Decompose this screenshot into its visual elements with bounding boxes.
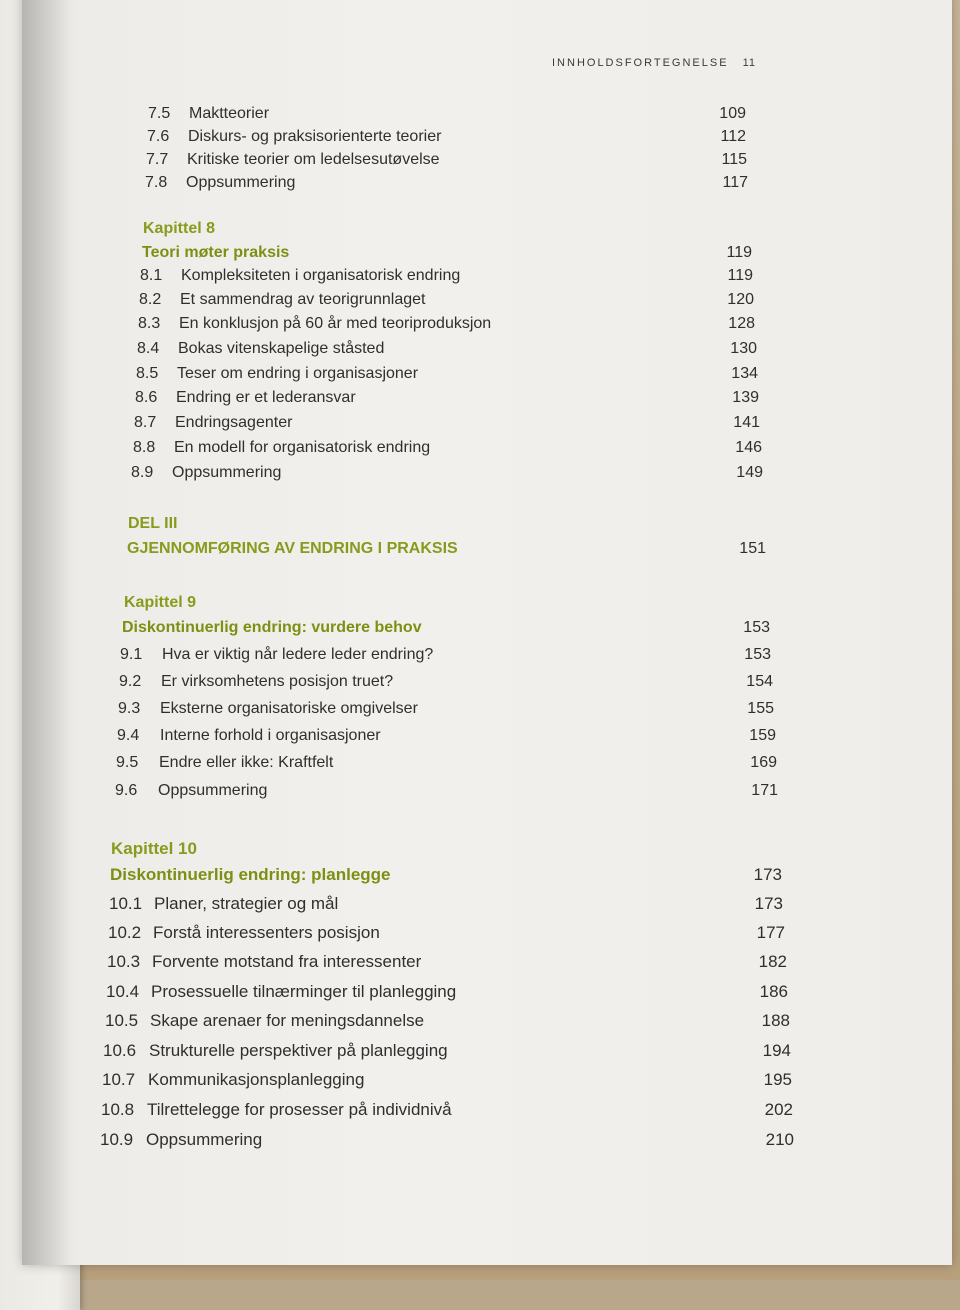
toc-entry [120, 643, 771, 667]
toc-entry-number: 9.3 [118, 700, 141, 717]
toc-entry-page: 141 [733, 414, 760, 431]
toc-entry-page: 128 [728, 315, 755, 332]
part-title [127, 537, 766, 561]
chapter-label: Kapittel 10 [111, 839, 197, 858]
toc-entry-page: 120 [727, 291, 754, 308]
toc-entry [137, 337, 757, 361]
toc-entry [109, 892, 783, 916]
toc-entry-page: 186 [759, 982, 788, 1001]
toc-entry-title: Et sammendrag av teorigrunnlaget [180, 291, 426, 308]
toc-entry-title: Oppsummering [158, 782, 268, 799]
toc-entry-page: 155 [747, 700, 774, 717]
chapter-title-text: Diskontinuerlig endring: vurdere behov [122, 619, 422, 636]
toc-entry-number: 8.4 [137, 340, 160, 357]
toc-entry-title: Forstå interessenters posisjon [153, 923, 380, 942]
toc-entry [117, 724, 776, 748]
toc-entry-page: 115 [721, 151, 747, 168]
toc-entry-number: 10.4 [106, 982, 140, 1001]
toc-entry-number: 8.1 [140, 267, 163, 284]
toc-entry-number: 8.3 [138, 315, 161, 332]
chapter-title-text: Teori møter praksis [142, 244, 290, 261]
part-title-text: GJENNOMFØRING AV ENDRING I PRAKSIS [127, 540, 458, 557]
toc-entry-number: 7.8 [145, 174, 168, 191]
toc-entry-title: Interne forhold i organisasjoner [160, 727, 381, 744]
toc-entry-page: 188 [761, 1011, 790, 1030]
toc-entry-number: 9.2 [119, 673, 142, 690]
toc-entry-title: Kritiske teorier om ledelsesutøvelse [187, 151, 440, 168]
toc-entry-number: 9.6 [115, 782, 138, 799]
toc-entry [108, 921, 785, 945]
toc-entry-number: 10.8 [101, 1100, 135, 1119]
toc-entry-title: Tilrettelegge for prosesser på individnivå [147, 1100, 452, 1119]
chapter-page: 119 [726, 244, 752, 261]
toc-entry-number: 8.6 [135, 389, 158, 406]
toc-entry [103, 1039, 791, 1063]
toc-entry [105, 1009, 790, 1033]
toc-entry-page: 194 [762, 1041, 791, 1060]
toc-entry-number: 8.5 [136, 365, 159, 382]
toc-entry [147, 125, 746, 149]
toc-entry-page: 149 [736, 464, 763, 481]
toc-entry [106, 980, 788, 1004]
toc-entry-title: Forvente motstand fra interessenter [152, 952, 422, 971]
chapter-title [122, 616, 770, 640]
toc-entry [145, 171, 748, 195]
toc-entry-title: Endringsagenter [175, 414, 293, 431]
header-title: INNHOLDSFORTEGNELSE [552, 57, 729, 69]
toc-entry-number: 9.5 [116, 754, 139, 771]
toc-entry-title: Eksterne organisatoriske omgivelser [160, 700, 418, 717]
toc-entry-title: Bokas vitenskapelige ståsted [178, 340, 385, 357]
toc-entry-title: Teser om endring i organisasjoner [177, 365, 419, 382]
chapter-title-text: Diskontinuerlig endring: planlegge [110, 865, 391, 884]
toc-entry-page: 182 [758, 952, 787, 971]
toc-entry-title: En modell for organisatorisk endring [174, 439, 431, 456]
toc-entry [107, 950, 787, 974]
toc-entry-page: 159 [749, 727, 776, 744]
toc-entry [138, 312, 755, 336]
gutter-shadow [22, 0, 72, 1265]
toc-entry-number: 10.2 [108, 923, 142, 942]
toc-entry-page: 153 [744, 646, 771, 663]
toc-entry-title: Kompleksiteten i organisatorisk endring [181, 267, 461, 284]
toc-entry-title: Er virksomhetens posisjon truet? [161, 673, 394, 690]
toc-entry [135, 386, 759, 410]
toc-entry-page: 109 [719, 105, 746, 122]
toc-entry-title: Prosessuelle tilnærminger til planlegging [151, 982, 457, 1001]
chapter-page: 153 [743, 619, 770, 636]
toc-entry-title: Oppsummering [172, 464, 282, 481]
toc-entry-page: 146 [735, 439, 762, 456]
toc-entry-title: En konklusjon på 60 år med teoriproduksjon [179, 315, 492, 332]
toc-entry-number: 9.4 [117, 727, 140, 744]
toc-entry-page: 119 [727, 267, 753, 284]
toc-entry-page: 202 [764, 1100, 793, 1119]
toc-entry-number: 7.5 [148, 105, 171, 122]
toc-entry-title: Diskurs- og praksisorienterte teorier [188, 128, 442, 145]
toc-entry [119, 670, 773, 694]
chapter-label: Kapittel 9 [124, 594, 197, 611]
toc-entry-page: 117 [722, 174, 748, 191]
toc-entry-page: 169 [750, 754, 777, 771]
toc-entry-title: Strukturelle perspektiver på planlegging [149, 1041, 448, 1060]
toc-entry-page: 173 [754, 894, 783, 913]
toc-entry [133, 436, 762, 460]
toc-entry-page: 171 [751, 782, 778, 799]
toc-entry [100, 1128, 794, 1152]
toc-entry-number: 8.7 [134, 414, 157, 431]
toc-entry-title: Hva er viktig når ledere leder endring? [162, 646, 434, 663]
toc-entry-number: 10.5 [105, 1011, 139, 1030]
toc-entry-title: Planer, strategier og mål [154, 894, 339, 913]
part-page: 151 [739, 540, 766, 557]
header-page-number: 11 [742, 57, 756, 69]
toc-entry-title: Endre eller ikke: Kraftfelt [159, 754, 334, 771]
toc-entry-number: 7.6 [147, 128, 170, 145]
toc-entry [118, 697, 774, 721]
toc-entry-page: 130 [730, 340, 757, 357]
toc-entry-number: 10.7 [102, 1070, 136, 1089]
toc-entry-number: 10.3 [107, 952, 141, 971]
toc-entry-number: 10.1 [109, 894, 143, 913]
toc-entry [140, 264, 753, 288]
toc-entry-page: 139 [732, 389, 759, 406]
chapter-label: Kapittel 8 [143, 220, 216, 237]
toc-entry-page: 177 [756, 923, 785, 942]
toc-entry-number: 8.9 [131, 464, 154, 481]
toc-entry [136, 362, 758, 386]
part-label: DEL III [128, 515, 178, 532]
toc-entry-page: 154 [746, 673, 773, 690]
toc-entry-number: 10.9 [100, 1130, 134, 1149]
toc-entry-title: Maktteorier [189, 105, 270, 122]
toc-entry-title: Oppsummering [186, 174, 296, 191]
chapter-title [142, 241, 752, 265]
chapter-title [110, 863, 782, 887]
running-header [552, 57, 756, 69]
toc-entry-page: 112 [720, 128, 746, 145]
toc-entry [148, 102, 746, 126]
toc-entry-number: 8.2 [139, 291, 162, 308]
toc-entry-title: Skape arenaer for meningsdannelse [150, 1011, 425, 1030]
toc-entry-title: Endring er et lederansvar [176, 389, 356, 406]
toc-entry-page: 210 [765, 1130, 794, 1149]
toc-entry-number: 9.1 [120, 646, 143, 663]
toc-entry [116, 751, 777, 775]
toc-entry-page: 134 [731, 365, 758, 382]
toc-entry [102, 1068, 792, 1092]
chapter-page: 173 [753, 865, 782, 884]
toc-entry-title: Oppsummering [146, 1130, 263, 1149]
toc-entry [139, 288, 754, 312]
toc-entry-number: 10.6 [103, 1041, 137, 1060]
toc-entry [146, 148, 747, 172]
toc-entry-number: 8.8 [133, 439, 156, 456]
toc-entry-title: Kommunikasjonsplanlegging [148, 1070, 365, 1089]
toc-entry [101, 1098, 793, 1122]
toc-entry [131, 461, 763, 485]
toc-entry-number: 7.7 [146, 151, 169, 168]
toc-entry [134, 411, 760, 435]
toc-entry [115, 779, 778, 803]
toc-entry-page: 195 [763, 1070, 792, 1089]
